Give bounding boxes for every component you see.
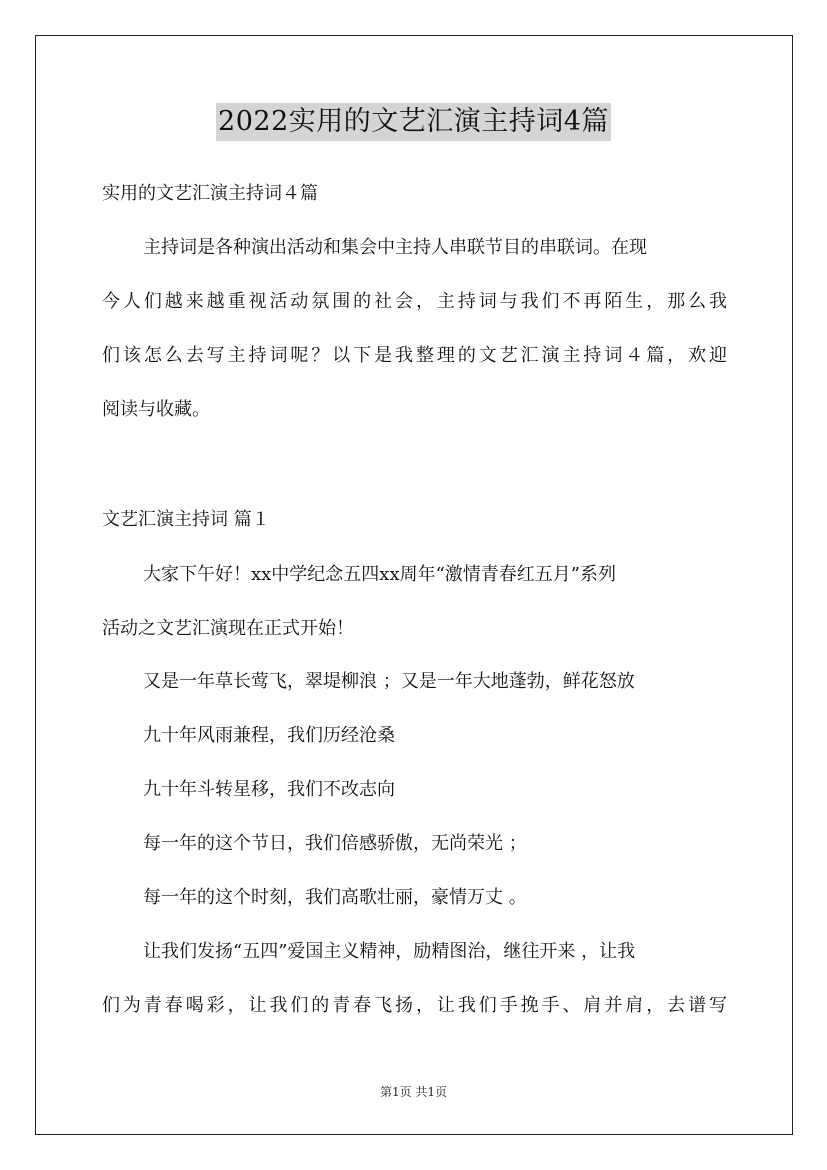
document-title: 2022实用的文艺汇演主持词4篇 (216, 103, 611, 141)
body-line-2: 活动之文艺汇演现在正式开始！ (102, 618, 354, 639)
section-heading: 文艺汇演主持词 篇１ (102, 509, 270, 530)
intro-line-2: 今人们越来越重视活动氛围的社会，主持词与我们不再陌生，那么我 (102, 291, 727, 312)
document-subtitle: 实用的文艺汇演主持词４篇 (102, 183, 318, 204)
intro-line-3: 们该怎么去写主持词呢？以下是我整理的文艺汇演主持词４篇，欢迎 (102, 345, 727, 366)
body-line-1: 大家下午好！xx中学纪念五四xx周年“激情青春红五月”系列 (143, 564, 617, 585)
intro-line-4: 阅读与收藏。 (102, 399, 210, 420)
intro-line-1: 主持词是各种演出活动和集会中主持人串联节目的串联词。在现 (143, 237, 647, 258)
page-footer: 第1页 共1页 (379, 1085, 448, 1099)
body-line-5: 九十年斗转星移，我们不改志向 (143, 779, 395, 800)
body-line-4: 九十年风雨兼程，我们历经沧桑 (143, 725, 395, 746)
body-line-3: 又是一年草长莺飞，翠堤柳浪 ；又是一年大地蓬勃，鲜花怒放 (143, 671, 635, 692)
body-line-6: 每一年的这个节日，我们倍感骄傲，无尚荣光 ； (143, 833, 527, 854)
title-container (0, 103, 827, 141)
body-line-9: 们为青春喝彩，让我们的青春飞扬，让我们手挽手、肩并肩，去谱写 (102, 995, 727, 1016)
body-line-8: 让我们发扬“五四”爱国主义精神，励精图治，继往开来 ，让我 (143, 941, 636, 962)
body-line-7: 每一年的这个时刻，我们高歌壮丽，豪情万丈 。 (143, 887, 527, 908)
